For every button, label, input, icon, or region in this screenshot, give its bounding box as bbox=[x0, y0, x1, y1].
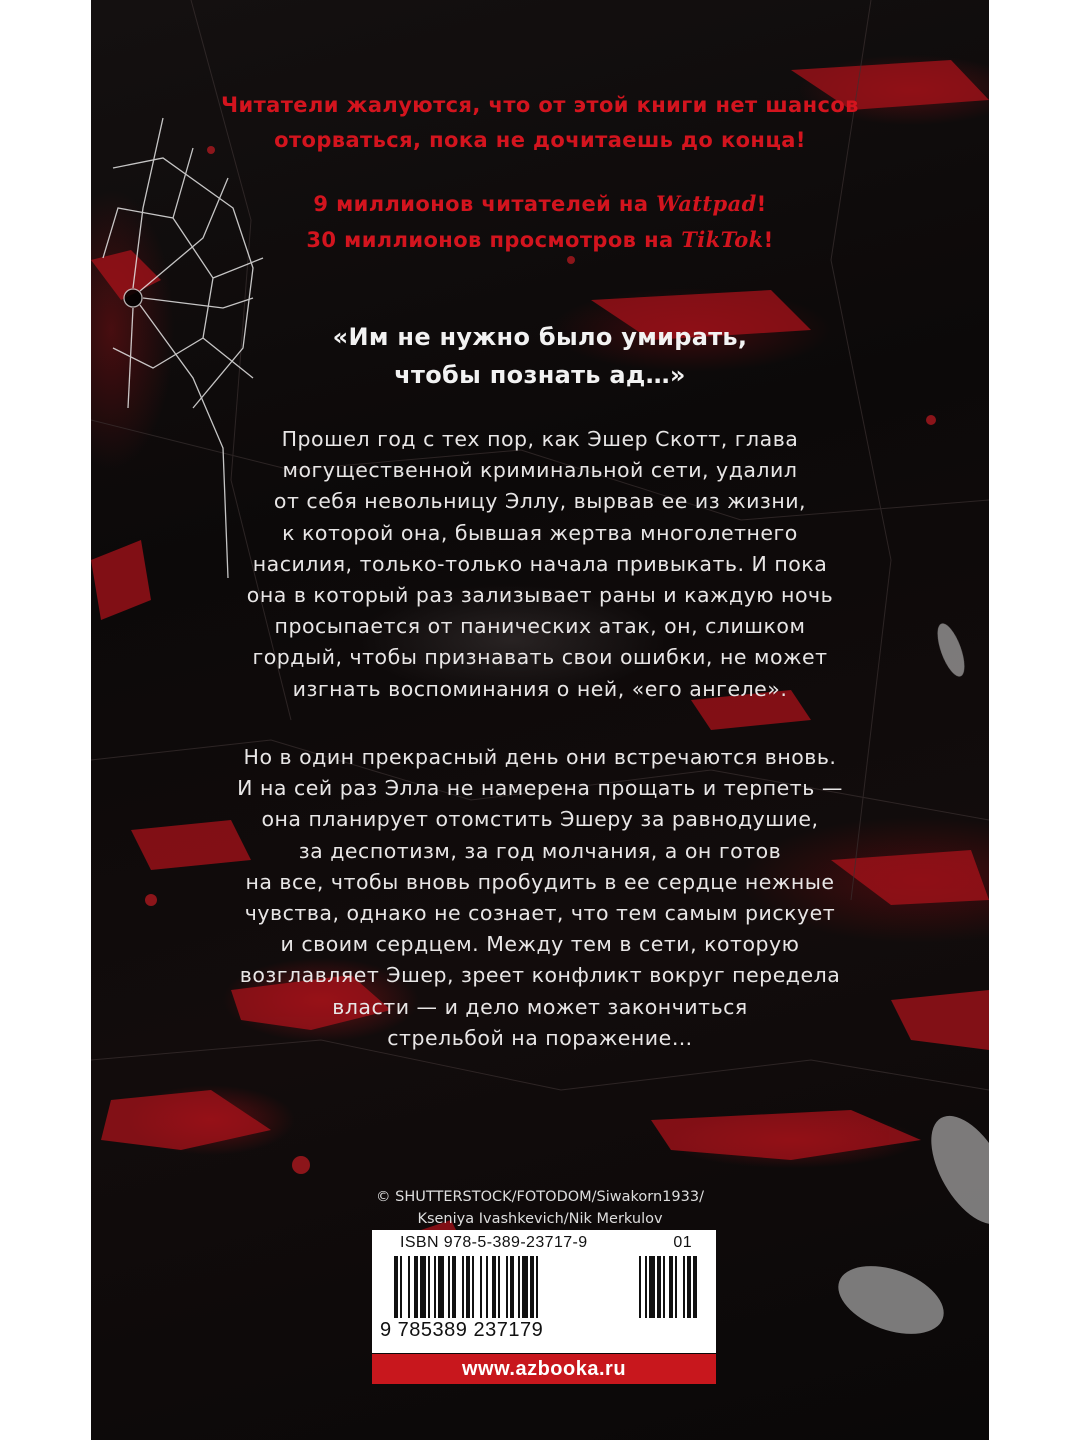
text-line: гордый, чтобы признавать свои ошибки, не может bbox=[252, 645, 828, 670]
text-line: за деспотизм, за год молчания, а он готов bbox=[298, 838, 782, 863]
tagline bbox=[91, 88, 989, 158]
credit-line: © SHUTTERSTOCK/FOTODOM/Siwakorn1933/ bbox=[376, 1189, 704, 1205]
stats-block bbox=[91, 186, 989, 258]
text-line: Но в один прекрасный день они встречаются вновь. bbox=[243, 745, 837, 769]
text-line: власти — и дело может закончиться bbox=[332, 994, 748, 1019]
isbn-barcode bbox=[372, 1230, 716, 1353]
book-back-cover bbox=[91, 0, 989, 1440]
text-line: на все, чтобы вновь пробудить в ее сердце нежные bbox=[245, 869, 835, 894]
stats-text: ! bbox=[763, 228, 774, 252]
synopsis-paragraph-2 bbox=[211, 742, 869, 1054]
text-line: чувства, однако не сознает, что тем самым рискует bbox=[244, 901, 836, 926]
text-line: к которой она, бывшая жертва многолетнего bbox=[282, 520, 798, 545]
text-line: она в который раз зализывает раны и каждую ночь bbox=[246, 583, 834, 608]
text-line: просыпается от панических атак, он, слишком bbox=[274, 614, 806, 639]
text-line: от себя невольницу Эллу, вырвав ее из жизни, bbox=[273, 489, 807, 514]
text-line: возглавляет Эшер, зреет конфликт вокруг передела bbox=[239, 963, 841, 988]
barcode-icon bbox=[394, 1256, 704, 1318]
ean-digits: 9 785389 237179 bbox=[380, 1319, 544, 1341]
stats-line bbox=[91, 186, 989, 222]
isbn-addon: 01 bbox=[673, 1234, 692, 1251]
stats-text: 9 миллионов читателей на bbox=[313, 192, 657, 216]
text-line: стрельбой на поражение… bbox=[387, 1025, 693, 1050]
tagline-line: Читатели жалуются, что от этой книги нет шансов bbox=[221, 93, 859, 117]
brand-wattpad: Wattpad bbox=[656, 191, 757, 216]
text-line: и своим сердцем. Между тем в сети, которую bbox=[280, 932, 800, 957]
stats-line bbox=[91, 222, 989, 258]
quote-line: чтобы познать ад…» bbox=[394, 361, 686, 389]
quote-line: «Им не нужно было умирать, bbox=[332, 323, 748, 351]
credit-line: Kseniya Ivashkevich/Nik Merkulov bbox=[417, 1211, 663, 1227]
publisher-website[interactable]: www.azbooka.ru bbox=[372, 1354, 716, 1384]
brand-tiktok: TikTok bbox=[681, 227, 764, 252]
synopsis-paragraph-1 bbox=[211, 424, 869, 705]
text-line: изгнать воспоминания о ней, «его ангеле». bbox=[292, 676, 788, 701]
image-credits bbox=[91, 1186, 989, 1230]
stats-text: ! bbox=[756, 192, 767, 216]
stats-text: 30 миллионов просмотров на bbox=[306, 228, 682, 252]
isbn-label-row bbox=[400, 1234, 710, 1252]
text-line: она планирует отомстить Эшеру за равнодушие, bbox=[261, 807, 819, 832]
tagline-line: оторваться, пока не дочитаешь до конца! bbox=[274, 128, 806, 152]
text-line: насилия, только-только начала привыкать. И пока bbox=[252, 551, 828, 576]
text-line: Прошел год с тех пор, как Эшер Скотт, глава bbox=[281, 427, 799, 451]
isbn-number: ISBN 978-5-389-23717-9 bbox=[400, 1234, 588, 1251]
text-line: И на сей раз Элла не намерена прощать и терпеть — bbox=[237, 776, 843, 801]
text-line: могущественной криминальной сети, удалил bbox=[282, 458, 798, 483]
pull-quote bbox=[91, 318, 989, 394]
